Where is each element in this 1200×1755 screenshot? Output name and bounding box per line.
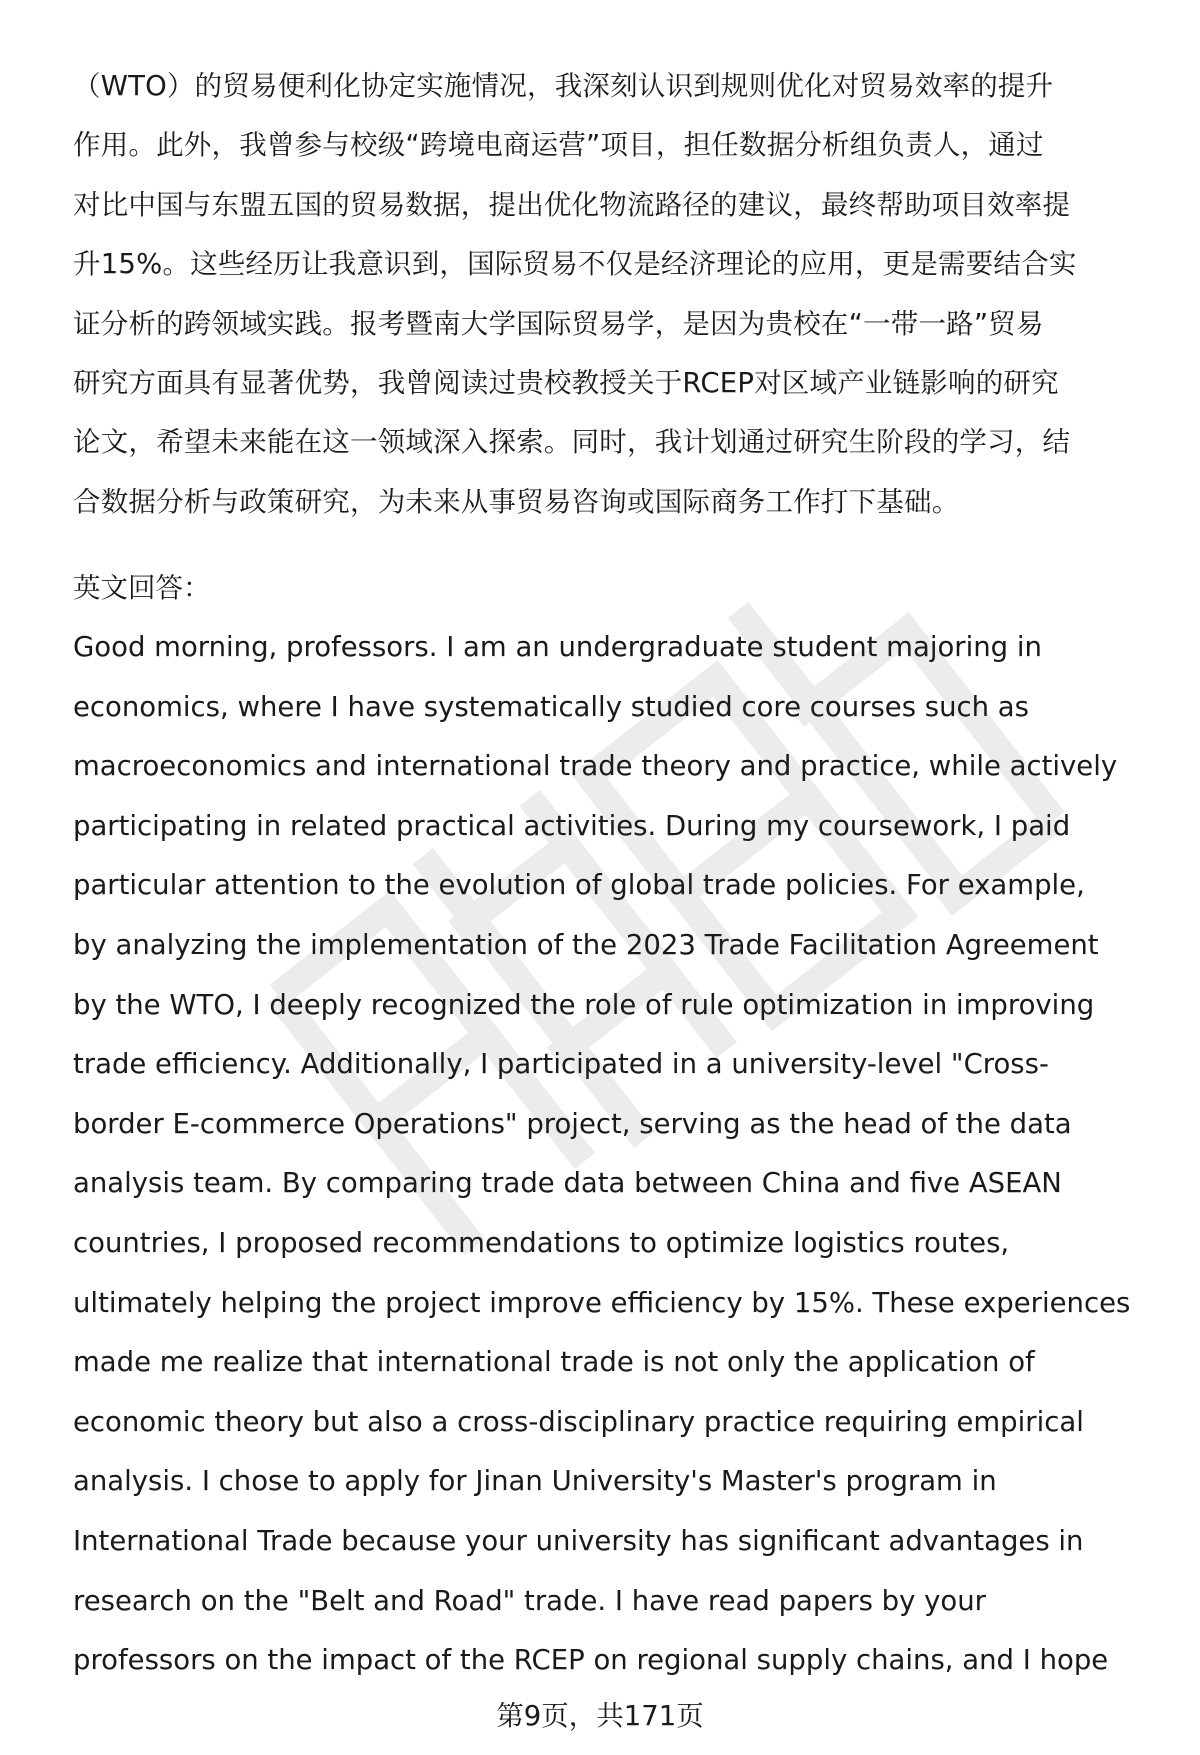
text-line: ultimately helping the project improve efficiency by 15%. These experiences bbox=[73, 1286, 1131, 1319]
text-line: economics, where I have systematically studied core courses such as bbox=[73, 690, 1029, 723]
text-line: 对比中国与东盟五国的贸易数据，提出优化物流路径的建议，最终帮助项目效率提 bbox=[73, 188, 1071, 221]
text-line: 论文，希望未来能在这一领域深入探索。同时，我计划通过研究生阶段的学习，结 bbox=[73, 426, 1071, 459]
text-line: 升15%。这些经历让我意识到，国际贸易不仅是经济理论的应用，更是需要结合实 bbox=[73, 248, 1077, 281]
text-line: border E-commerce Operations" project, serving as the head of the data bbox=[73, 1107, 1072, 1140]
text-line: trade efficiency. Additionally, I participated in a university-level "Cross- bbox=[73, 1048, 1049, 1081]
text-line: professors on the impact of the RCEP on regional supply chains, and I hope bbox=[73, 1644, 1109, 1677]
english-answer-label: 英文回答： bbox=[73, 572, 211, 604]
english-answer bbox=[73, 618, 1183, 1691]
text-line: International Trade because your university has significant advantages in bbox=[73, 1524, 1084, 1557]
text-line: 作用。此外，我曾参与校级“跨境电商运营”项目，担任数据分析组负责人，通过 bbox=[73, 129, 1044, 162]
text-line: 合数据分析与政策研究，为未来从事贸易咨询或国际商务工作打下基础。 bbox=[73, 485, 960, 518]
text-line: macroeconomics and international trade theory and practice, while actively bbox=[73, 750, 1118, 783]
chinese-answer bbox=[73, 57, 1163, 532]
text-line: research on the "Belt and Road" trade. I have read papers by your bbox=[73, 1584, 986, 1617]
text-line: particular attention to the evolution of global trade policies. For example, bbox=[73, 869, 1085, 902]
text-line: Good morning, professors. I am an undergraduate student majoring in bbox=[73, 631, 1042, 663]
text-line: （WTO）的贸易便利化协定实施情况，我深刻认识到规则优化对贸易效率的提升 bbox=[73, 70, 1054, 102]
text-line: participating in related practical activities. During my coursework, I paid bbox=[73, 809, 1071, 842]
text-line: made me realize that international trade is not only the application of bbox=[73, 1346, 1035, 1379]
text-line: 研究方面具有显著优势，我曾阅读过贵校教授关于RCEP对区域产业链影响的研究 bbox=[73, 366, 1059, 399]
text-line: 证分析的跨领域实践。报考暨南大学国际贸易学，是因为贵校在“一带一路”贸易 bbox=[73, 307, 1044, 340]
text-line: economic theory but also a cross-disciplinary practice requiring empirical bbox=[73, 1405, 1084, 1438]
text-line: analysis. I chose to apply for Jinan University's Master's program in bbox=[73, 1465, 997, 1498]
text-line: by analyzing the implementation of the 2023 Trade Facilitation Agreement bbox=[73, 928, 1099, 961]
page-number-footer: 第9页，共171页 bbox=[496, 1700, 704, 1732]
text-line: countries, I proposed recommendations to optimize logistics routes, bbox=[73, 1226, 1010, 1259]
text-line: analysis team. By comparing trade data between China and five ASEAN bbox=[73, 1167, 1062, 1200]
text-line: by the WTO, I deeply recognized the role of rule optimization in improving bbox=[73, 988, 1095, 1021]
